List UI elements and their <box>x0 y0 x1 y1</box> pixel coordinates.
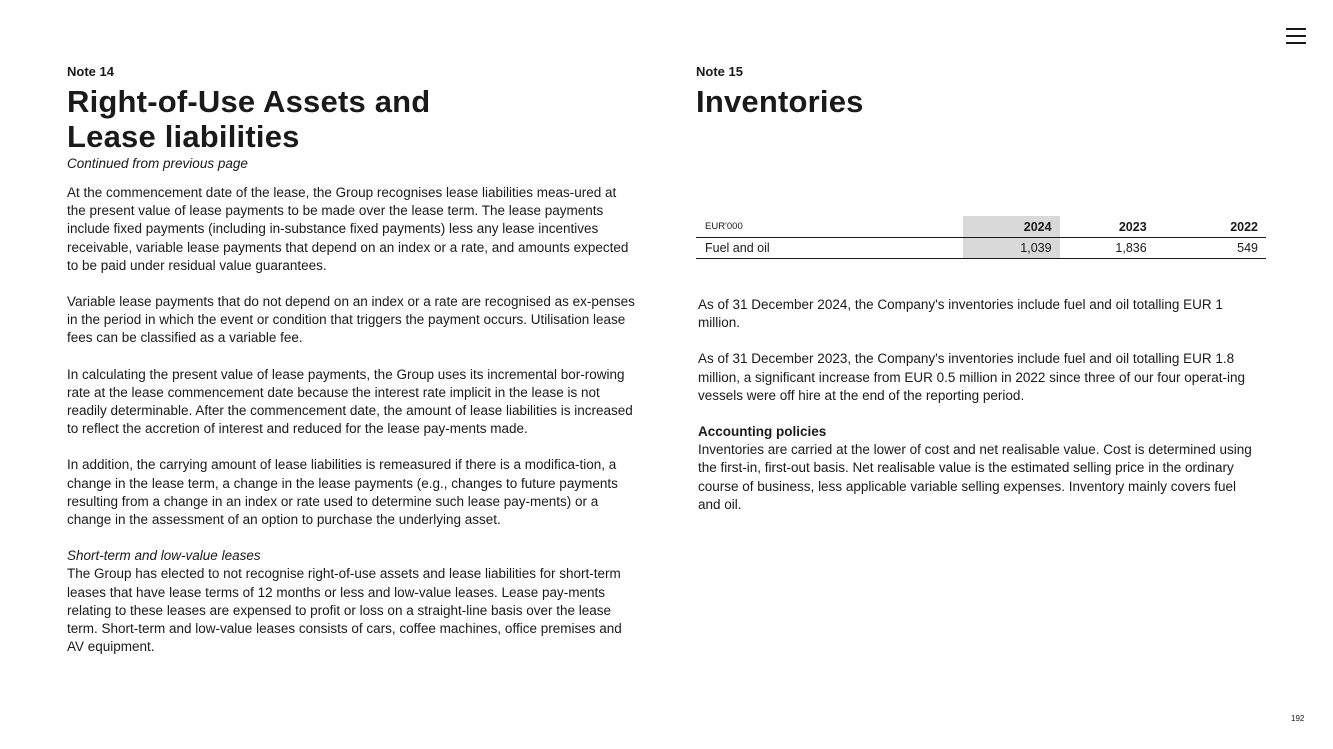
note-15-body <box>698 296 1260 532</box>
short-term-heading: Short-term and low-value leases <box>67 548 261 564</box>
page-title: Inventories <box>696 84 864 119</box>
table-row <box>696 238 1266 259</box>
menu-bar <box>1286 28 1306 30</box>
paragraph: At the commencement date of the lease, the Group recognises lease liabilities meas-ured at the present value of lease payments to be made over the lease term. The lease payments include fixed payments (including in-substance fixed payments) less any lease incentives receivable, variable lease payments that depend on an index or a rate, and amounts expected to be paid under residual value guarantees. <box>67 185 629 273</box>
note-15-section <box>696 64 1268 512</box>
page-number: 192 <box>1291 714 1305 723</box>
subtitle: Continued from previous page <box>67 156 248 171</box>
title-line-1: Right-of-Use Assets and <box>67 84 431 119</box>
table-cell: 1,836 <box>1060 238 1155 259</box>
short-term-text: The Group has elected to not recognise right-of-use assets and lease liabilities for short-term leases that have lease terms of 12 months or less and low-value leases. Lease pay-ments relating to these leases are expensed to profit or loss on a straight-line basis over the lease term. Short-term and low-value leases consists of cars, coffee machines, office premises and AV equipment. <box>67 566 622 655</box>
year-header: 2024 <box>963 216 1060 238</box>
note-label: Note 15 <box>696 64 743 79</box>
table-header-row <box>696 216 1266 238</box>
title-line-2: Lease liabilities <box>67 119 300 154</box>
table-cell: 1,039 <box>963 238 1060 259</box>
accounting-policies-text: Inventories are carried at the lower of cost and net realisable value. Cost is determined using the first-in, first-out basis. Net realisable value is the estimated selling price in the ordinary course of business, less applicable variable selling expenses. Inventory mainly covers fuel and oil. <box>698 442 1252 512</box>
menu-bar <box>1286 42 1306 44</box>
row-label: Fuel and oil <box>696 238 963 259</box>
accounting-policies-heading: Accounting policies <box>698 424 827 440</box>
note-14-body <box>67 184 637 656</box>
paragraph: In calculating the present value of lease payments, the Group uses its incremental bor-rowing rate at the lease commencement date because the interest rate implicit in the lease is not readily determinable. After the commencement date, the amount of lease liabilities is increased to reflect the accretion of interest and reduced for the lease pay-ments made. <box>67 366 633 437</box>
menu-bar <box>1286 35 1306 37</box>
year-header: 2022 <box>1155 216 1266 238</box>
year-header: 2023 <box>1060 216 1155 238</box>
hamburger-menu-icon[interactable] <box>1286 27 1306 45</box>
paragraph: As of 31 December 2023, the Company's inventories include fuel and oil totalling EUR 1.8 million, a significant increase from EUR 0.5 million in 2022 since three of our four operat-ing vessels were off hire at the end of the reporting period. <box>698 351 1246 403</box>
note-14-section <box>67 64 637 674</box>
table-cell: 549 <box>1155 238 1266 259</box>
page-title <box>67 84 637 154</box>
note-label: Note 14 <box>67 64 114 79</box>
unit-header: EUR'000 <box>696 216 963 238</box>
inventories-table <box>696 216 1266 259</box>
paragraph: As of 31 December 2024, the Company's inventories include fuel and oil totalling EUR 1 million. <box>698 297 1223 331</box>
paragraph: Variable lease payments that do not depend on an index or a rate are recognised as ex-penses in the period in which the event or condition that triggers the payment occurs. Utilisation lease fees can be classified as a variable fee. <box>67 294 635 346</box>
paragraph: In addition, the carrying amount of lease liabilities is remeasured if there is a modifica-tion, a change in the lease term, a change in the lease payments (e.g., changes to future payments resulting from a change in an index or rate used to determine such lease pay-ments) or a change in the assessment of an option to purchase the underlying asset. <box>67 457 618 528</box>
